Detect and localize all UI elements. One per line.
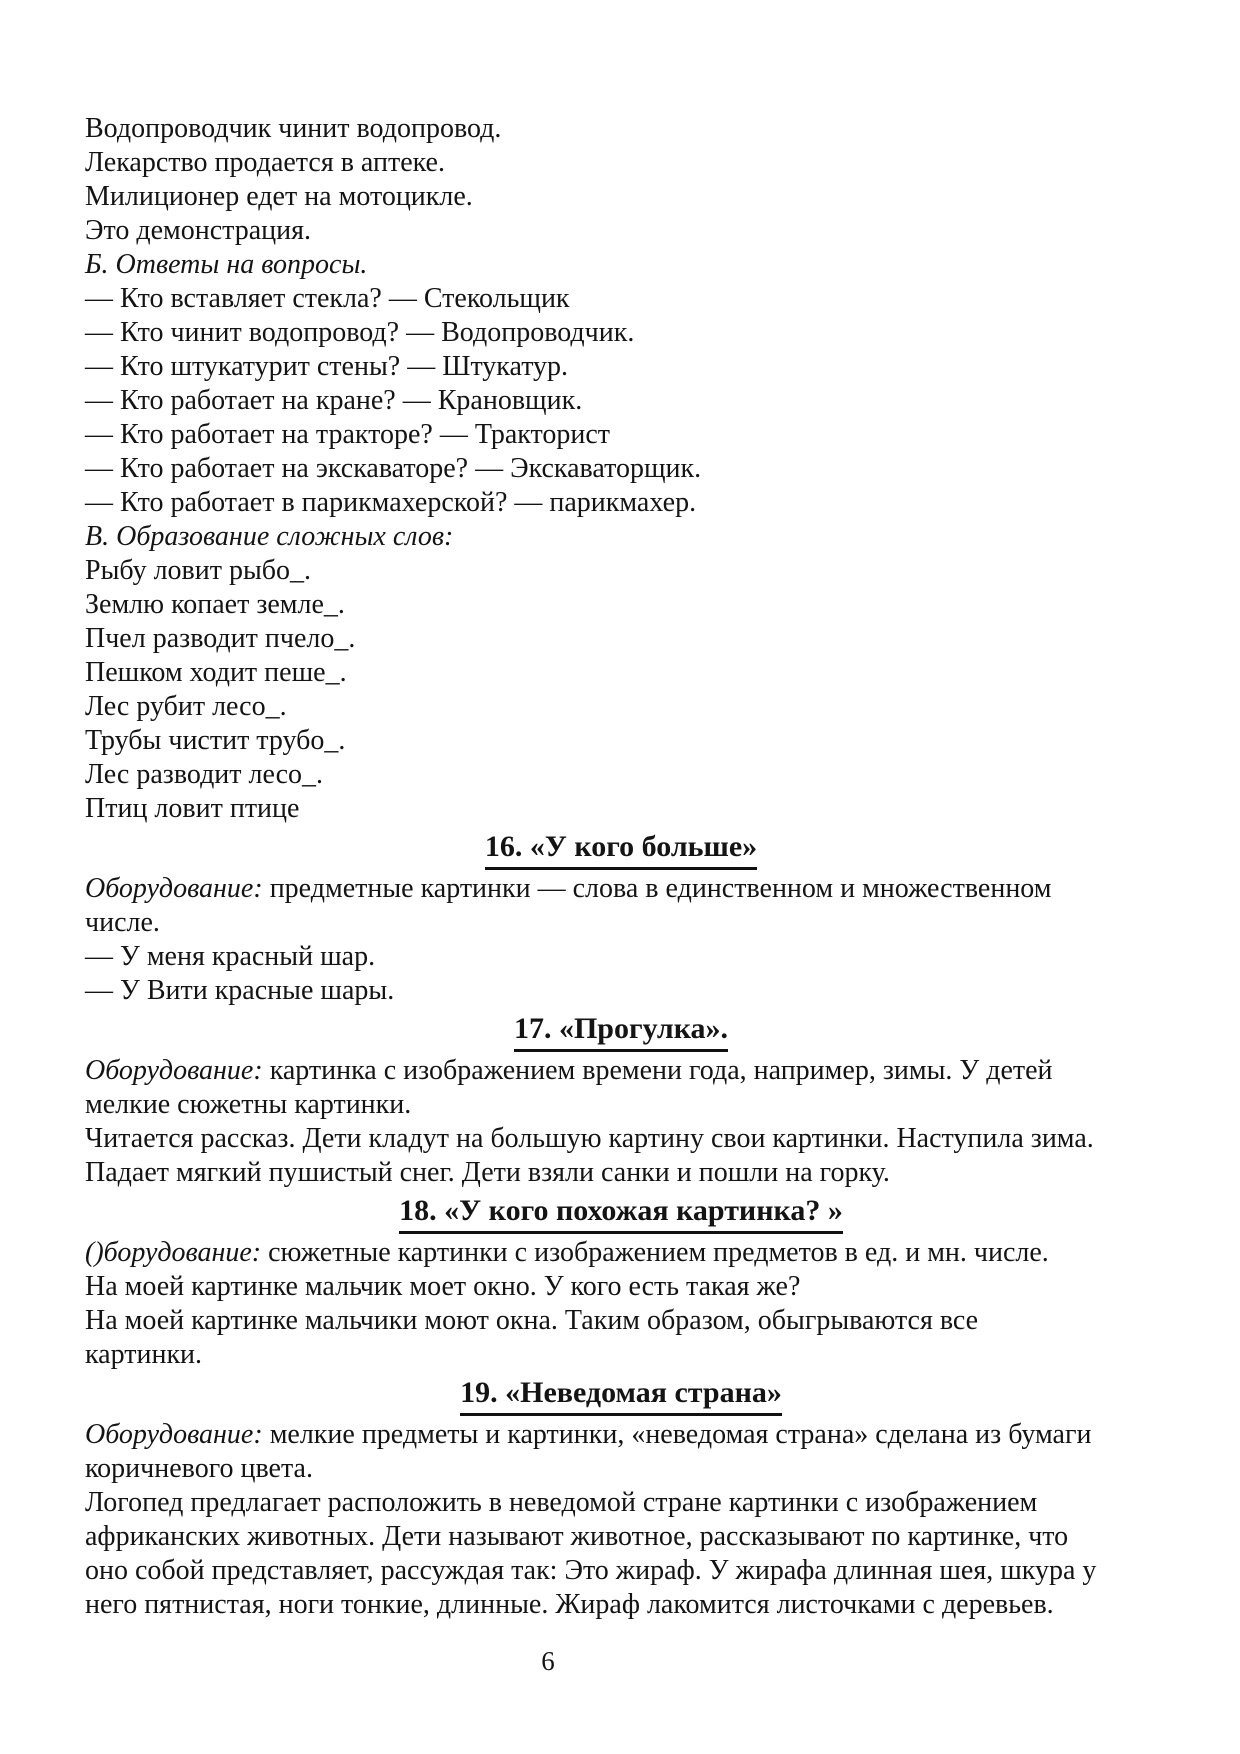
section-heading: [85, 1374, 1157, 1416]
text-line: Трубы чистит трубо_.: [85, 725, 346, 756]
text-line: Это демонстрация.: [85, 215, 312, 246]
subsection-label: Б. Ответы на вопросы.: [85, 249, 368, 280]
equipment-label: Оборудование:: [85, 1419, 263, 1450]
page-footer: [0, 1645, 1096, 1677]
text-line: Оборудование: картинка с изображением времени года, например, зимы. У детей: [85, 1055, 1053, 1086]
text-line: Логопед предлагает расположить в неведомой стране картинки с изображением: [85, 1487, 1038, 1518]
text-line: На моей картинке мальчик моет окно. У кого есть такая же?: [85, 1271, 801, 1302]
section-heading-text: 19. «Неведомая страна»: [460, 1374, 782, 1416]
text-line: Водопроводчик чинит водопровод.: [85, 113, 502, 144]
equipment-label: Оборудование:: [85, 873, 263, 904]
text-line: Птиц ловит птице: [85, 793, 300, 824]
equipment-label: ()борудование:: [85, 1237, 262, 1268]
text-line: Пчел разводит пчело_.: [85, 623, 356, 654]
text-line: Падает мягкий пушистый снег. Дети взяли санки и пошли на горку.: [85, 1157, 890, 1188]
document-content: [85, 112, 1157, 1622]
text-line: — У меня красный шар.: [85, 941, 376, 972]
page-number: 6: [541, 1646, 555, 1676]
text-line: Оборудование: мелкие предметы и картинки, «неведомая страна» сделана из бумаги: [85, 1419, 1092, 1450]
text-line: На моей картинке мальчики моют окна. Таким образом, обыгрываются все: [85, 1305, 979, 1336]
text-line: картинки.: [85, 1339, 203, 1370]
text-line: мелкие сюжетны картинки.: [85, 1089, 412, 1120]
section-heading: [85, 1010, 1157, 1052]
text-line: — У Вити красные шары.: [85, 975, 395, 1006]
section-heading: [85, 828, 1157, 870]
text-line: него пятнистая, ноги тонкие, длинные. Жираф лакомится листочками с деревьев.: [85, 1589, 1054, 1620]
text-line: — Кто штукатурит стены? — Штукатур.: [85, 351, 569, 382]
text-line: ()борудование: сюжетные картинки с изображением предметов в ед. и мн. числе.: [85, 1237, 1049, 1268]
text-line: числе.: [85, 907, 160, 938]
text-line: оно собой представляет, рассуждая так: Это жираф. У жирафа длинная шея, шкура у: [85, 1555, 1097, 1586]
subsection-label: В. Образование сложных слов:: [85, 521, 454, 552]
text-line: — Кто работает на тракторе? — Тракторист: [85, 419, 611, 450]
text-line: — Кто работает на экскаваторе? — Экскаваторщик.: [85, 453, 702, 484]
text-line: Лекарство продается в аптеке.: [85, 147, 445, 178]
text-line: — Кто чинит водопровод? — Водопроводчик.: [85, 317, 635, 348]
text-line: Рыбу ловит рыбо_.: [85, 555, 312, 586]
text-line: — Кто вставляет стекла? — Стекольщик: [85, 283, 570, 314]
equipment-label: Оборудование:: [85, 1055, 263, 1086]
text-line: — Кто работает в парикмахерской? — парикмахер.: [85, 487, 697, 518]
text-line: Читается рассказ. Дети кладут на большую картину свои картинки. Наступила зима.: [85, 1123, 1094, 1154]
text-line: Землю копает земле_.: [85, 589, 345, 620]
text-line: Милиционер едет на мотоцикле.: [85, 181, 473, 212]
text-line: Лес рубит лесо_.: [85, 691, 287, 722]
text-line: Оборудование: предметные картинки — слова в единственном и множественном: [85, 873, 1052, 904]
section-heading-text: 16. «У кого больше»: [485, 828, 757, 870]
text-line: — Кто работает на кране? — Крановщик.: [85, 385, 583, 416]
section-heading-text: 17. «Прогулка».: [514, 1010, 728, 1052]
section-heading: [85, 1192, 1157, 1234]
text-line: коричневого цвета.: [85, 1453, 313, 1484]
text-line: Пешком ходит пеше_.: [85, 657, 347, 688]
text-line: Лес разводит лесо_.: [85, 759, 324, 790]
text-line: африканских животных. Дети называют животное, рассказывают по картинке, что: [85, 1521, 1069, 1552]
section-heading-text: 18. «У кого похожая картинка? »: [399, 1192, 843, 1234]
